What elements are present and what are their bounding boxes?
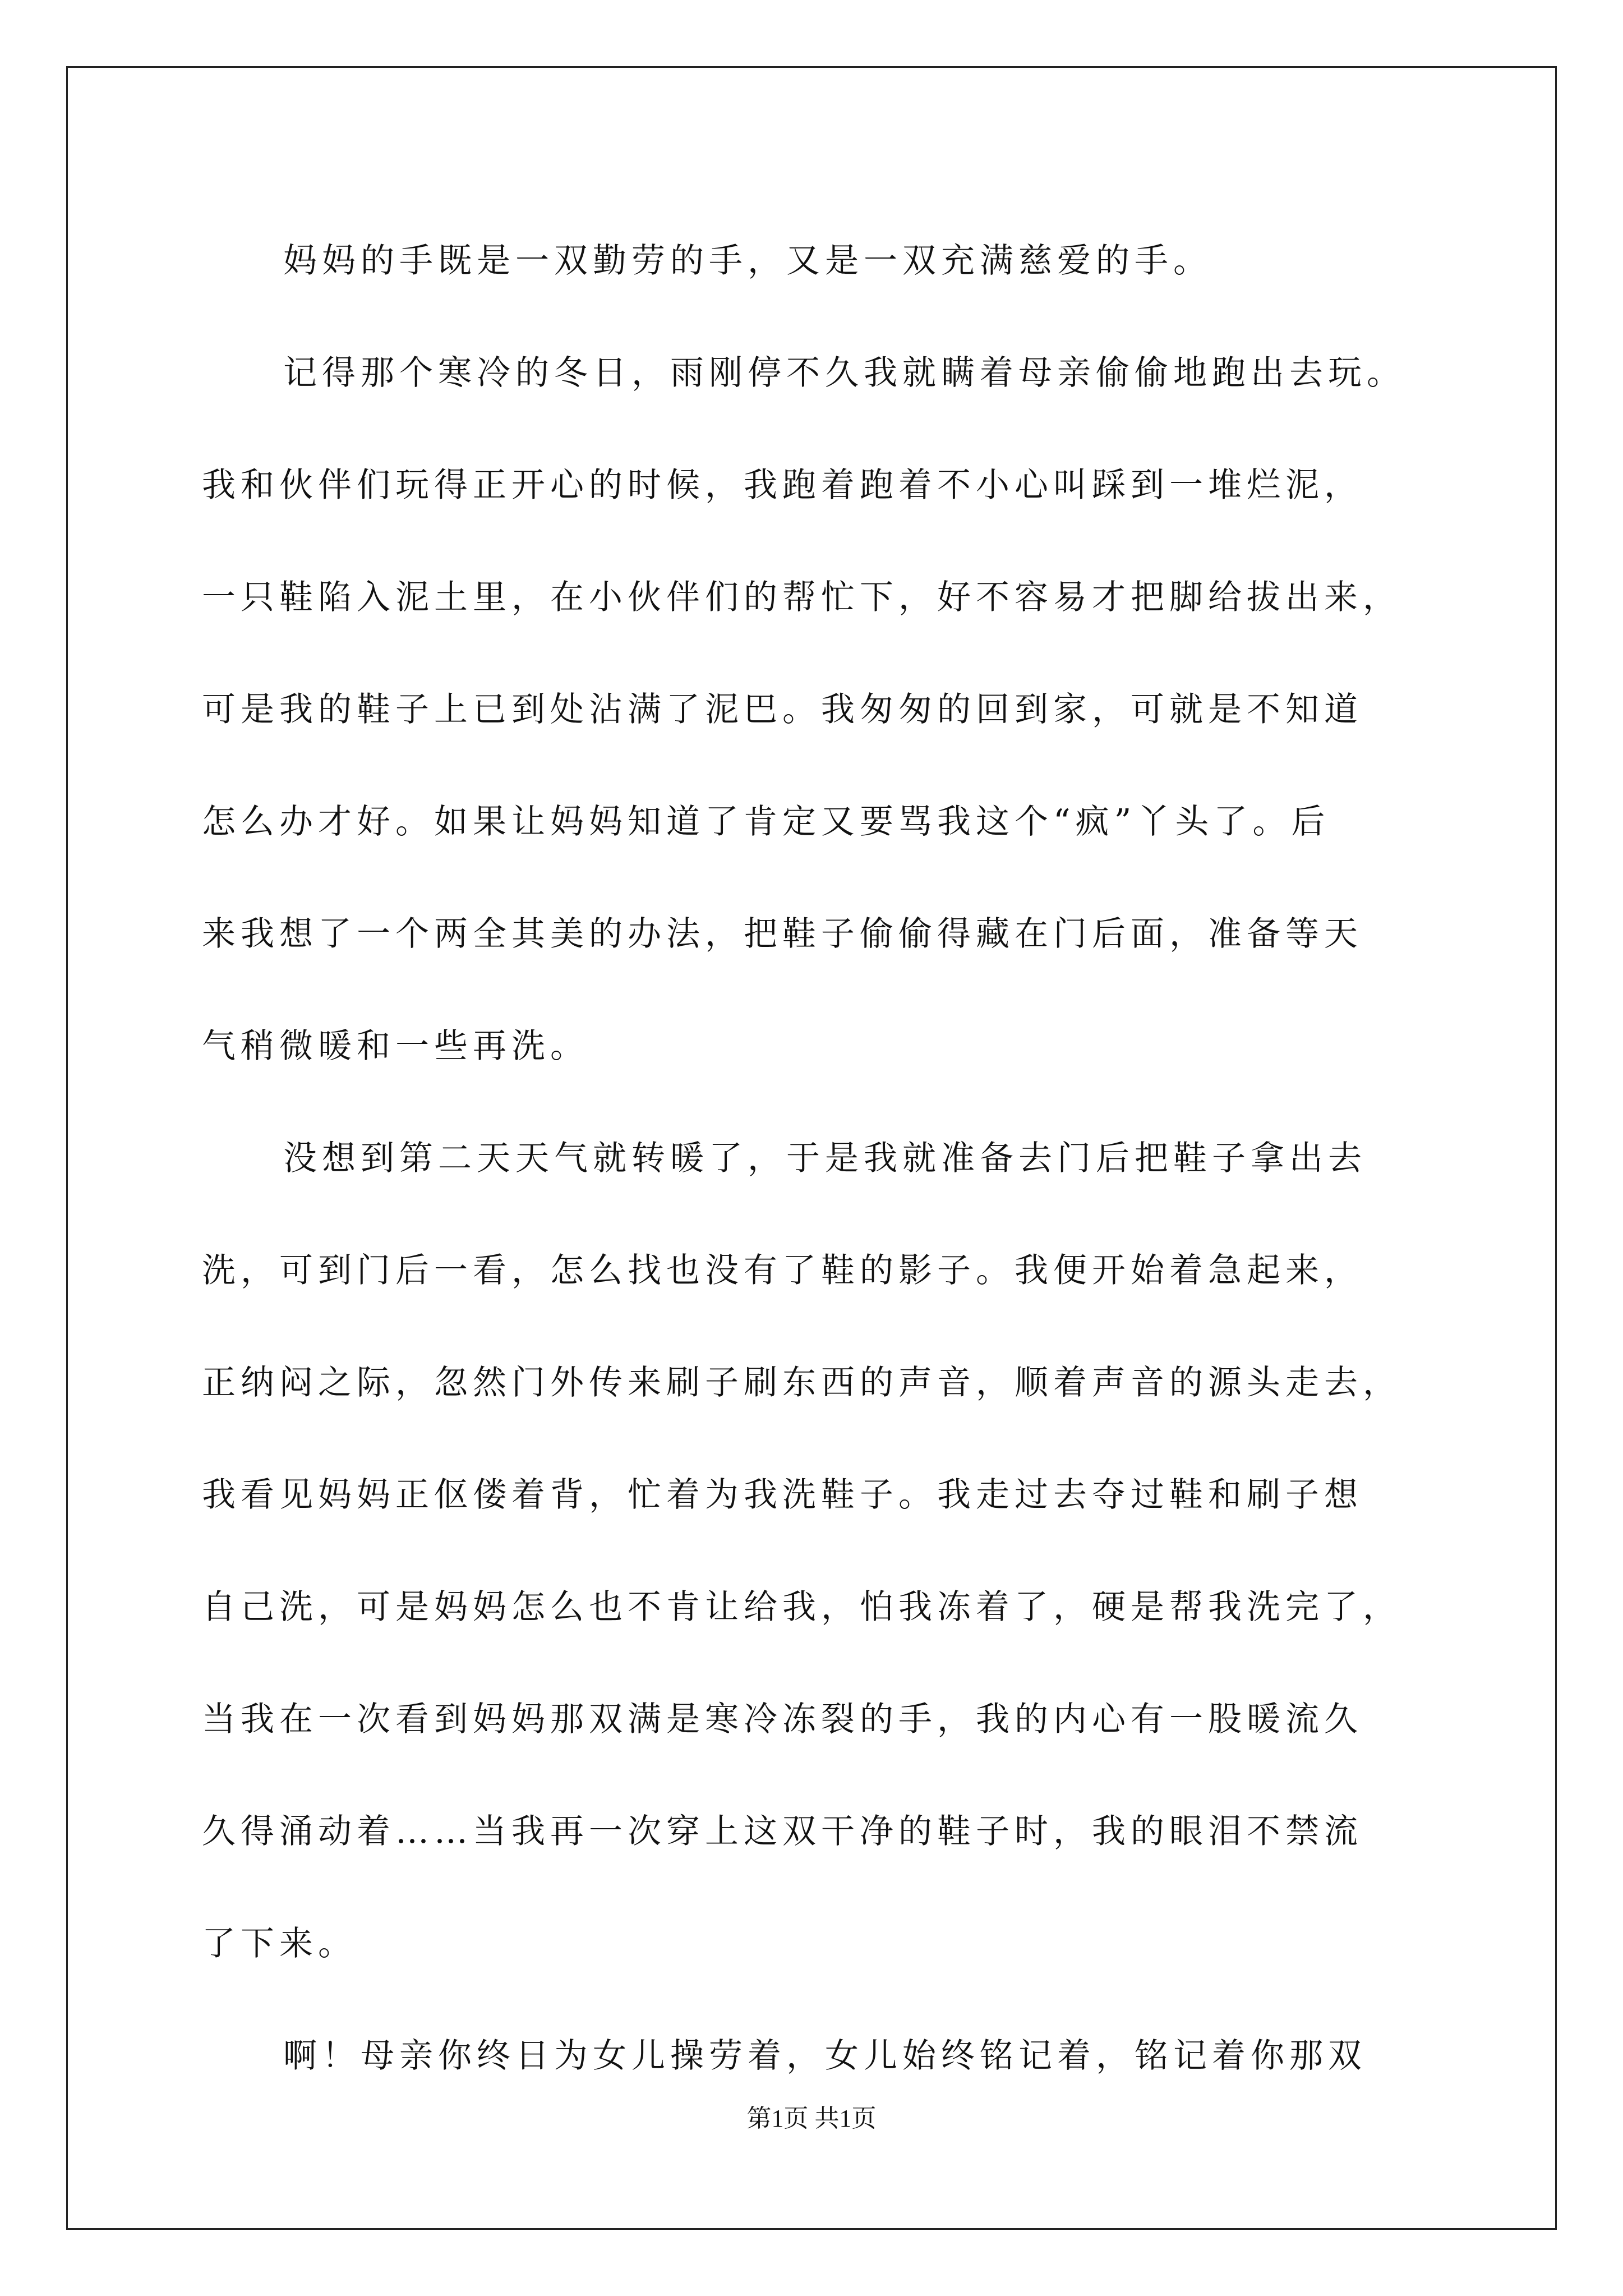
- paragraph-2-line-4: 可是我的鞋子上已到处沾满了泥巴。我匆匆的回到家，可就是不知道: [202, 690, 1363, 729]
- document-body: [202, 205, 1436, 2112]
- paragraph-3-line-5: 自己洗，可是妈妈怎么也不肯让给我，怕我冻着了，硬是帮我洗完了，: [202, 1588, 1401, 1627]
- paragraph-3-line-2: 洗，可到门后一看，怎么找也没有了鞋的影子。我便开始着急起来，: [202, 1251, 1363, 1290]
- paragraph-3-line-3: 正纳闷之际，忽然门外传来刷子刷东西的声音，顺着声音的源头走去，: [202, 1363, 1401, 1402]
- page-number-footer: 第1页 共1页: [746, 2105, 877, 2132]
- paragraph-4-line-1: 啊！母亲你终日为女儿操劳着，女儿始终铭记着，铭记着你那双: [283, 2036, 1367, 2076]
- paragraph-3-line-4: 我看见妈妈正伛偻着背，忙着为我洗鞋子。我走过去夺过鞋和刷子想: [202, 1475, 1363, 1515]
- paragraph-3-line-7: 久得涌动着……当我再一次穿上这双干净的鞋子时，我的眼泪不禁流: [202, 1812, 1363, 1851]
- paragraph-2-line-6: 来我想了一个两全其美的办法，把鞋子偷偷得藏在门后面，准备等天: [202, 914, 1363, 954]
- paragraph-3-line-6: 当我在一次看到妈妈那双满是寒冷冻裂的手，我的内心有一股暖流久: [202, 1700, 1363, 1739]
- paragraph-3-line-8: 了下来。: [202, 1924, 357, 1963]
- paragraph-2-line-5: 怎么办才好。如果让妈妈知道了肯定又要骂我这个“疯”丫头了。后: [202, 802, 1330, 841]
- paragraph-2-line-3: 一只鞋陷入泥土里，在小伙伴们的帮忙下，好不容易才把脚给拔出来，: [202, 578, 1401, 617]
- paragraph-2-line-1: 记得那个寒冷的冬日，雨刚停不久我就瞒着母亲偷偷地跑出去玩。: [283, 353, 1405, 393]
- paragraph-1-line-1: 妈妈的手既是一双勤劳的手，又是一双充满慈爱的手。: [283, 241, 1212, 280]
- paragraph-2-line-7: 气稍微暖和一些再洗。: [202, 1027, 589, 1066]
- paragraph-3-line-1: 没想到第二天天气就转暖了，于是我就准备去门后把鞋子拿出去: [283, 1139, 1367, 1178]
- paragraph-2-line-2: 我和伙伴们玩得正开心的时候，我跑着跑着不小心叫踩到一堆烂泥，: [202, 466, 1363, 505]
